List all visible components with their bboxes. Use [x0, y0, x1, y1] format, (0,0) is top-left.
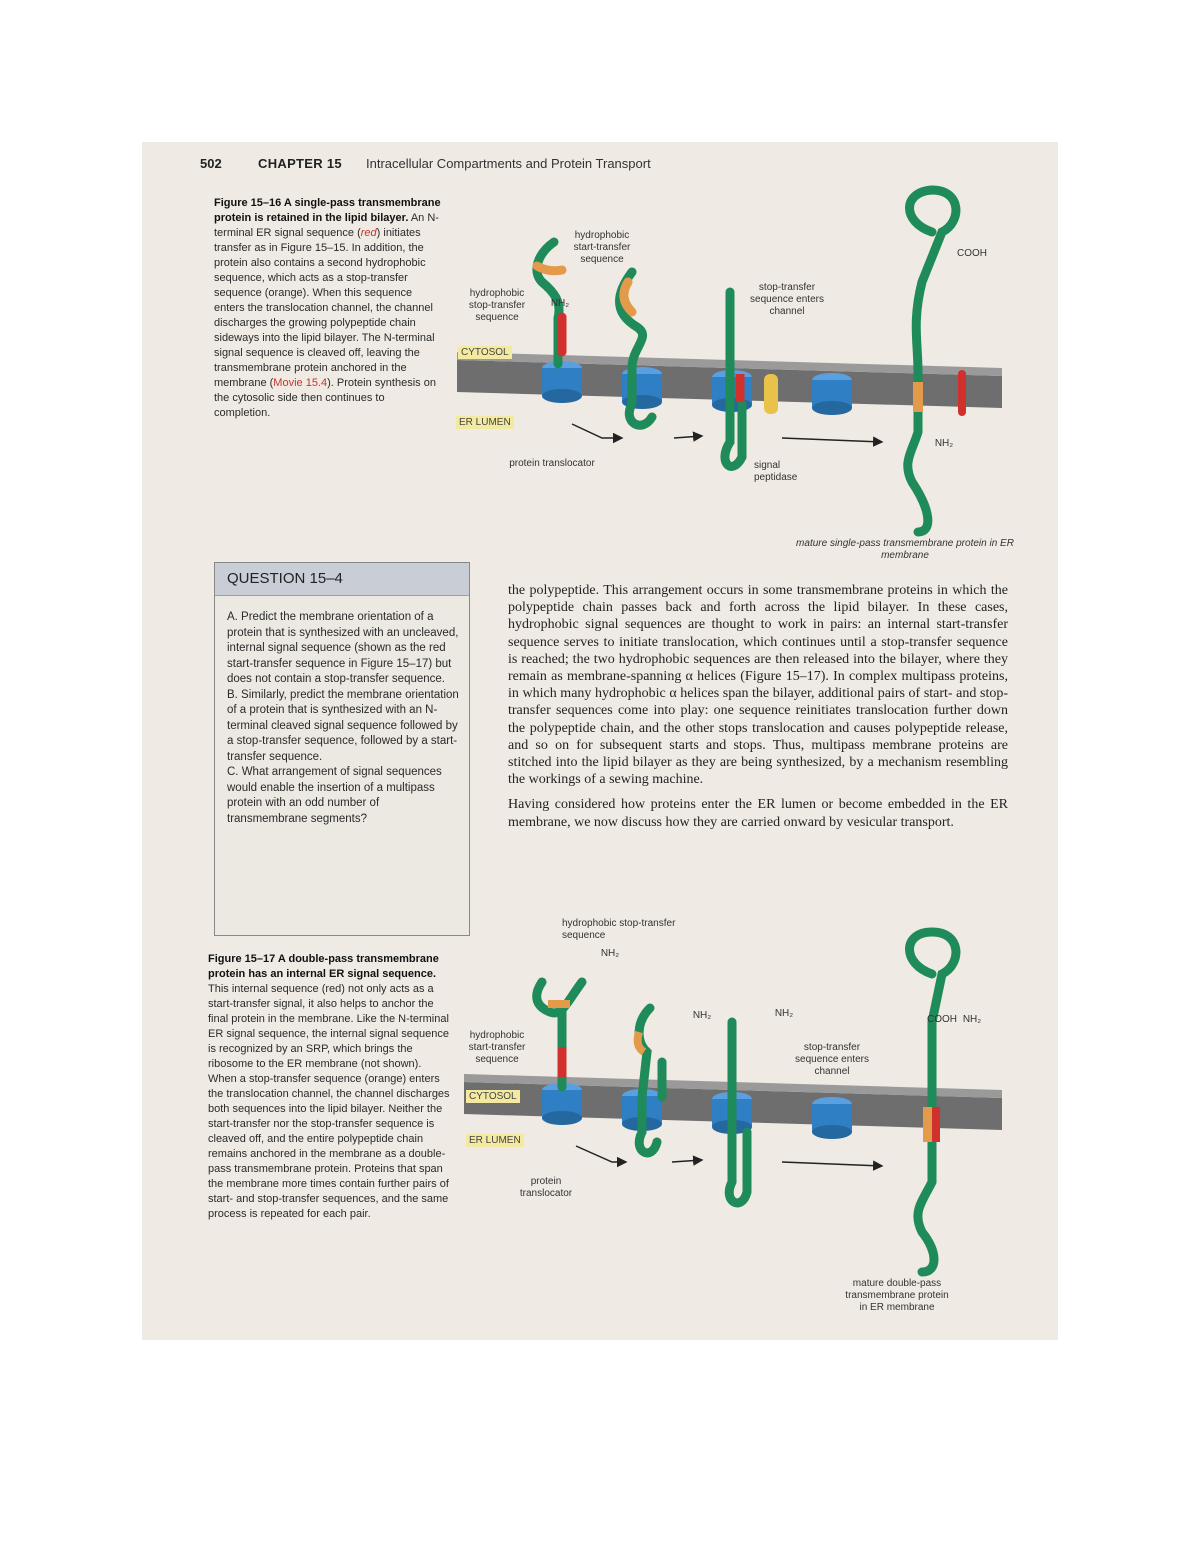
caption-text: ). Protein synthesis on the cytosolic side then continues to completion. — [214, 377, 436, 419]
label-er-lumen-2: ER LUMEN — [466, 1134, 524, 1147]
label-hydrophobic-start-transfer: hydrophobic start-transfer sequence — [573, 230, 631, 265]
question-part-a: A. Predict the membrane orientation of a protein that is synthesized with an uncleaved, internal signal sequence (shown as the red start-transfer sequence in Figure 15–17) but does not contain a stop-transfer sequence. — [227, 611, 459, 685]
label-stop-transfer-enters-2: stop-transfer sequence enters channel — [795, 1042, 869, 1077]
body-paragraph-2: Having considered how proteins enter the ER lumen or become embedded in the ER membrane, we now discuss how they are carried onward by vesicular transport. — [508, 797, 1008, 830]
label-er-lumen: ER LUMEN — [456, 416, 514, 429]
label-mature-double-pass: mature double-pass transmembrane protein in ER membrane — [845, 1278, 949, 1313]
label-cytosol-2: CYTOSOL — [466, 1090, 520, 1103]
label-stop-transfer-enters: stop-transfer sequence enters channel — [750, 282, 824, 317]
label-cooh-2: COOH — [927, 1014, 957, 1025]
label-nh2-2c: NH₂ — [774, 1008, 794, 1019]
label-nh2-2a: NH₂ — [600, 948, 620, 959]
caption-text: An N-terminal ER signal sequence ( — [214, 212, 439, 239]
caption-text: This internal sequence (red) not only acts as a start-transfer signal, it also helps to anchor the final protein in the membrane. Like the N-terminal ER signal sequence, the internal signal sequence is recognized by an SRP, which brings the ribosome to the ER membrane (not shown). When a stop-transfer sequence (orange) enters the translocation channel, the channel discharges both sequences into the lipid bilayer. Neither the start-transfer nor the stop-transfer sequence is cleaved off, and the entire polypeptide chain remains anchored in the membrane as a double-pass transmembrane protein. Proteins that span the membrane more times contain further pairs of start- and stop-transfer sequences, and the same process is repeated for each pair. — [208, 983, 450, 1220]
figure-15-17-diagram — [142, 142, 1058, 1340]
book-page — [142, 142, 1058, 1340]
label-signal-peptidase: signal peptidase — [754, 460, 798, 483]
question-part-c: C. What arrangement of signal sequences would enable the insertion of a multipass protein with an odd number of transmembrane segments? — [227, 766, 442, 825]
label-mature-single-pass: mature single-pass transmembrane protein in ER membrane — [796, 538, 1014, 561]
chapter-label: CHAPTER 15 — [258, 156, 342, 171]
label-protein-translocator: protein translocator — [509, 458, 595, 469]
label-cytosol: CYTOSOL — [458, 346, 512, 359]
figure-15-17-title: Figure 15–17 A double-pass transmembrane protein has an internal ER signal sequence. — [208, 953, 439, 980]
label-hydrophobic-stop-transfer-2: hydrophobic stop-transfer sequence — [562, 918, 676, 941]
label-nh2-2d: NH₂ — [962, 1014, 982, 1025]
label-cooh: COOH — [957, 248, 987, 259]
label-protein-translocator-2: protein translocator — [519, 1176, 573, 1199]
translocator-channel-8 — [812, 1097, 852, 1139]
question-title: QUESTION 15–4 — [215, 563, 469, 596]
movie-link[interactable]: Movie 15.4 — [273, 377, 328, 389]
question-part-b: B. Similarly, predict the membrane orientation of a protein that is synthesized with an N-terminal cleaved signal sequence followed by a stop-transfer sequence, followed by a start-transfer sequence. — [227, 688, 459, 763]
body-paragraph-1: the polypeptide. This arrangement occurs in some transmembrane proteins in which the polypeptide chain passes back and forth across the lipid bilayer. In these cases, hydrophobic signal sequences are thought to work in pairs: an internal start-transfer sequence serves to initiate translocation, which continues until a stop-transfer sequence is reached; the two hydrophobic sequences are then released into the bilayer, where they remain as membrane-spanning α helices (Figure 15–17). In complex multipass proteins, in which many hydrophobic α helices span the bilayer, additional pairs of start- and stop-transfer sequences come into play: one sequence reinitiates translocation further down the polypeptide chain, and the other stops translocation and causes polypeptide release, and so on for subsequent starts and stops. Thus, multipass membrane proteins are stitched into the lipid bilayer as they are being synthesized, by a mechanism resembling the workings of a sewing machine. — [508, 583, 1008, 788]
figure-15-16-title: Figure 15–16 A single-pass transmembrane protein is retained in the lipid bilayer. — [214, 197, 441, 224]
chapter-title: Intracellular Compartments and Protein Transport — [366, 156, 651, 171]
label-nh2-2b: NH₂ — [692, 1010, 712, 1021]
label-nh2: NH₂ — [550, 298, 570, 309]
label-hydrophobic-start-transfer-2: hydrophobic start-transfer sequence — [468, 1030, 526, 1065]
caption-text: ) initiates transfer as in Figure 15–15. In addition, the protein also contains a second hydrophobic sequence, which acts as a stop-transfer sequence (orange). When this sequence enters the translocation channel, the channel discharges the growing polypeptide chain sideways into the lipid bilayer. The N-terminal signal sequence is cleaved off, leaving the transmembrane protein anchored in the membrane ( — [214, 227, 435, 389]
caption-red-word: red — [360, 227, 377, 239]
page-number: 502 — [200, 156, 222, 171]
label-hydrophobic-stop-transfer: hydrophobic stop-transfer sequence — [468, 288, 526, 323]
label-nh2-b: NH₂ — [934, 438, 954, 449]
